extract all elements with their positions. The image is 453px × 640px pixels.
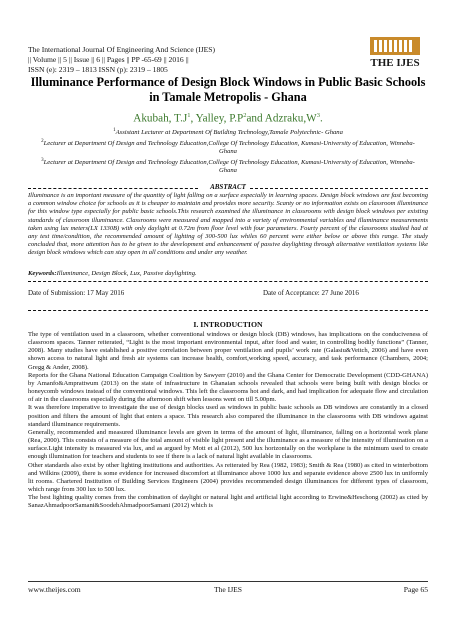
paragraph: Generally, recommended and measured illuminance levels are given in terms of the amount of light, illuminance, falling on a horizontal work plane (Rea, 2000). This consists of a measure of the total amount of visible light present and the illuminance as a measure of the intensity of illumination on a surface.Light intensity is measured via lux, and as argued by Mott et al (2012), 500 lux horizontally on the workplane is the minimum used to create enough illumination for teachers and students to see if there is a lack of natural light available in classrooms. [28, 428, 428, 461]
divider [28, 310, 428, 311]
divider [28, 281, 428, 282]
abstract-text: Illuminance is an important measure of the quantity of light falling on a surface especially in learning spaces. Design block windows are fast becoming a common window choice for schools as it is cheaper to maintain and provides more security. Scanty or no information exists on classroom illuminance for this window type especially for public basic schools.This research examined the illuminance in classrooms with design block windows per existing standards of classroom illuminance. Classrooms were measured and mapped into a variety of environmental variables and illuminance measurements taken using lux meters(LX 1330B) with only daylight at 0.72m from floor level with four parameters. Fourty percent of the classrooms studied had at any test time/condition, the recommended amount of lighting of 300-500 lux whiles 60 percent were either below or above this range. The study concluded that, more attention has to be given to the development and enhancement of passive daylighting through alternative ventilation systems like design block windows which can stay open in all conditions and under any weather. [28, 192, 428, 257]
affiliation-2: $^2$Lecturer at Department Of Design and Technology Education,College Of Technology Education, Kumasi-University of Education, Winneba-Ghana [41, 138, 415, 156]
journal-name: The International Journal Of Engineering And Science (IJES) [28, 45, 216, 54]
ijes-logo [362, 36, 428, 70]
paper-page [28, 0, 428, 640]
page-number: Page 65 [403, 585, 428, 594]
paragraph: It was therefore imperative to investigate the use of design blocks used as windows in public basic schools as DB windows are constantly in a closed position and filters the amount of light that enters a space. This research also compared the illuminance in the classrooms with DB windows against standard illuminance requirements. [28, 404, 428, 428]
abstract-label: ABSTRACT [210, 183, 246, 191]
paper-title: Illuminance Performance of Design Block Windows in Public Basic Schools in Tamale Metropolis - Ghana [30, 75, 426, 104]
journal-issn: ISSN (e): 2319 – 1813 ISSN (p): 2319 – 1805 [28, 65, 168, 74]
paragraph: Reports for the Ghana National Education Campaign Coalition by Sawyerr (2010) and the Ghana Center for Democratic Development (CDD-GHANA) by Amanfo&Amprattwum (2013) on the state of infrastructure in Ghanaian schools revealed that schools were being built with design blocks or honeycomb windows instead of the conventional windows. This left the classrooms hot and dark, and had implication for adequate flow and circulation of air in the classrooms especially during the afternoon shift when lessons went on till 5.00pm. [28, 371, 428, 404]
affiliation-1: $^1$Assistant Lecturer at Department Of Building Technology,Tamale Polytechnic- Ghana [113, 128, 343, 137]
date-acceptance: Date of Acceptance: 27 June 2016 [263, 289, 359, 297]
author-3: and Adzraku,W [246, 112, 317, 125]
date-submission: Date of Submission: 17 May 2016 [28, 289, 125, 297]
keywords [28, 270, 428, 277]
affiliations [38, 127, 418, 176]
author-1: Akubah, T.J [133, 112, 188, 125]
logo-text: THE IJES [370, 57, 420, 69]
paragraph: The type of ventilation used in a classroom, whether conventional windows or design block (DB) windows, has implications on the conduciveness of classroom spaces. Tanner reiterated, “Light is the most important environmental input, after food and water, in controlling bodily functions” (Tanner, 2008). Many studies have established a positive correlation between proper ventilation and pupils’ work rate (Galasiu&Veitch, 2006) and have even shown access to natural light and fresh air systems can increase health, comfort,working speed, accuracy, and task performance (Chambers, 2004; Gregg & Ander, 2008). [28, 331, 428, 371]
footer-journal: The IJES [213, 585, 243, 594]
author-list: Akubah, $T.J^1$, Yalley, $P.P^2and$ $Adzraku,W^3$. [133, 112, 323, 125]
paragraph: Other standards also exist by other lighting institutions and authorities. As reiterated by Rea (1982, 1983); Smith & Rea (1980) as cited in winterbottom and Wilkins (2009), there is some evidence for increased discomfort at illuminance above 1000 lux and separate evidence above 2500 lux in uniformly lit rooms. Chartered Institution of Building Services Engineers (2004) provides recommended design illuminances for different types of classroom, which range from 300 lux to 500 lux. [28, 461, 428, 493]
section-heading: I. INTRODUCTION [193, 320, 263, 329]
affiliation-3: $^3$Lecturer at Department Of Design and Technology Education,College Of Technology Education, Kumasi-University of Education, Winneba-Ghana [41, 157, 415, 175]
footer-website[interactable]: www.theijes.com [28, 585, 81, 594]
keywords-list: Illuminance, Design Block, Lux, Passive daylighting. [56, 270, 197, 277]
journal-header [28, 45, 348, 75]
footer-divider [28, 581, 428, 582]
paragraph: The best lighting quality comes from the combination of daylight or natural light and artificial light according to Erwine&Heschong (2002) as cited by SanazAhmadpoorSamani&SoodehAhmadpoorSamani (2012) which is [28, 494, 428, 510]
body-text [28, 331, 428, 510]
author-2: , Yalley, P.P [190, 112, 244, 125]
journal-volume: || Volume || 5 || Issue || 6 || Pages || PP -65-69 || 2016 || [28, 55, 189, 64]
keywords-label: Keywords: [28, 270, 57, 277]
